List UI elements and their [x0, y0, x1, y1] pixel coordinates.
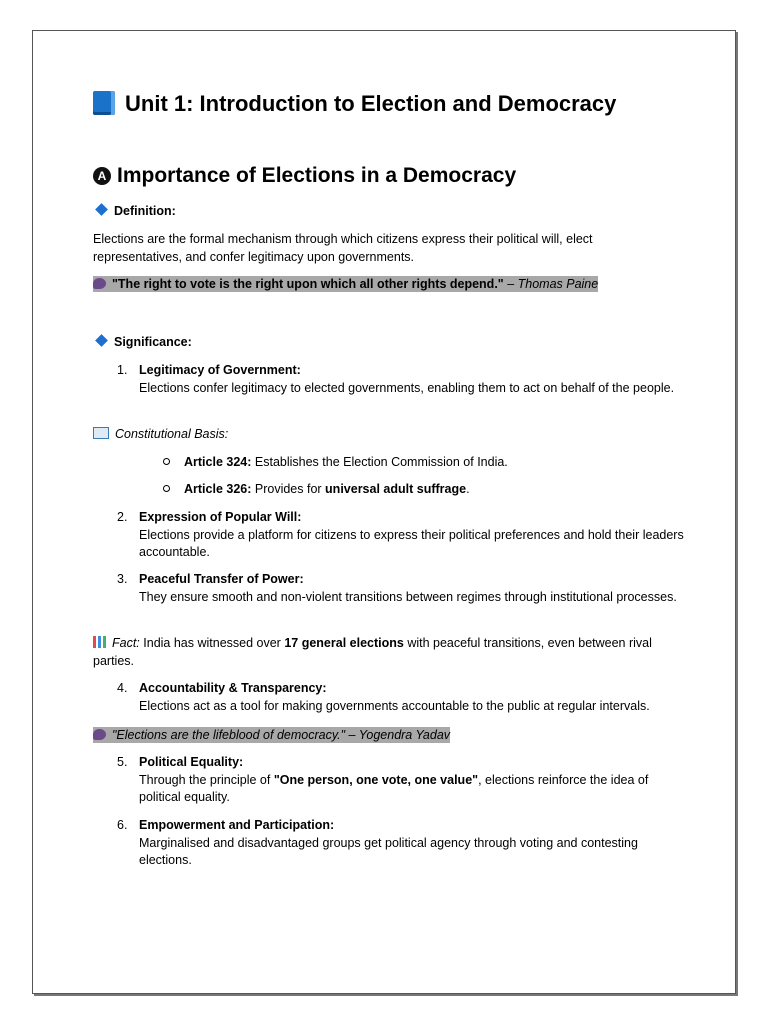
article-324: Article 324: Establishes the Election Commission of India.: [163, 454, 508, 472]
quote-thomas-paine: "The right to vote is the right upon which all other rights depend." – Thomas Paine: [93, 276, 598, 294]
constitutional-basis-label: Constitutional Basis:: [93, 426, 228, 444]
diamond-icon: [95, 203, 108, 216]
open-book-icon: [93, 427, 109, 439]
list-item: Peaceful Transfer of Power: They ensure smooth and non-violent transitions between regimes through institutional processes.: [139, 572, 677, 604]
definition-label: Definition:: [93, 203, 176, 221]
unit-title: Unit 1: Introduction to Election and Democracy: [93, 91, 616, 117]
bullet-icon: [163, 485, 170, 492]
item-number: 1.: [117, 363, 128, 377]
list-item: Legitimacy of Government: Elections confer legitimacy to elected governments, enabling them to act on behalf of the people.: [139, 363, 675, 395]
significance-label: Significance:: [93, 334, 192, 352]
list-item: Accountability & Transparency: Elections act as a tool for making governments accountable to the public at regular intervals.: [139, 681, 650, 713]
speech-bubble-icon: [93, 729, 106, 740]
article-326: Article 326: Provides for universal adult suffrage.: [163, 481, 470, 499]
item-number: 2.: [117, 510, 128, 524]
list-item: Political Equality: Through the principle of "One person, one vote, one value", elections reinforce the idea of political equality.: [139, 755, 649, 804]
quote-yogendra-yadav: "Elections are the lifeblood of democracy." – Yogendra Yadav: [93, 727, 450, 745]
item-number: 3.: [117, 572, 128, 586]
list-item: Empowerment and Participation: Marginalised and disadvantaged groups get political agency through voting and contesting elections.: [139, 818, 638, 867]
fact-note: Fact: India has witnessed over 17 general elections with peaceful transitions, even between rival parties.: [93, 636, 652, 668]
circled-letter-icon: A: [93, 167, 111, 185]
item-number: 5.: [117, 755, 128, 769]
book-icon: [93, 91, 115, 115]
definition-text: Elections are the formal mechanism through which citizens express their political will, elect representatives, and confer legitimacy upon governments.: [93, 232, 593, 264]
diamond-icon: [95, 334, 108, 347]
section-heading: A Importance of Elections in a Democracy: [93, 164, 516, 188]
bar-chart-icon: [93, 636, 106, 648]
speech-bubble-icon: [93, 278, 106, 289]
item-number: 6.: [117, 818, 128, 832]
document-page: [32, 30, 736, 994]
bullet-icon: [163, 458, 170, 465]
list-item: Expression of Popular Will: Elections provide a platform for citizens to express their political preferences and hold their leaders accountable.: [139, 510, 684, 559]
item-number: 4.: [117, 681, 128, 695]
